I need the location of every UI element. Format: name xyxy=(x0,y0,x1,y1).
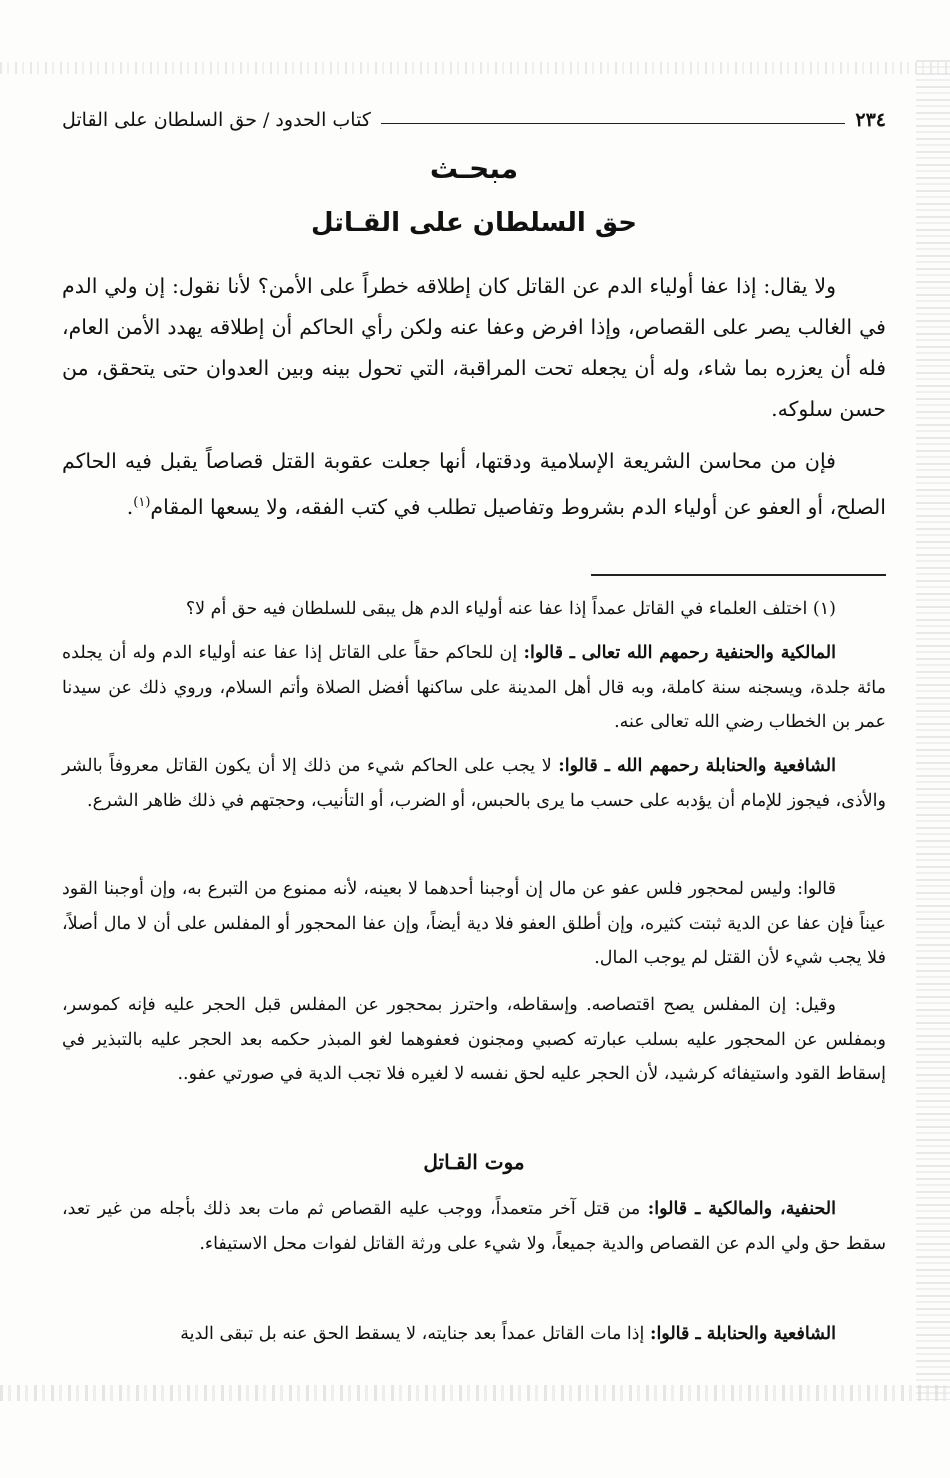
footnote-bankrupt xyxy=(62,872,886,976)
section-title: مبحـث xyxy=(429,152,519,185)
footnote-qila xyxy=(62,988,886,1092)
opinion-text: إن للحاكم حقاً على القاتل إذا عفا عنه أولياء الدم وله أن يجلده مائة جلدة، ويسجنه سنة كاملة، وبه قال أهل المدينة على ساكنها أفضل الصلاة وأتم السلام، وروي ذلك عن سيدنا عمر بن الخطاب رضي الله تعالى عنه. xyxy=(62,643,886,732)
scan-border-top xyxy=(0,62,950,74)
footnote-marker[interactable]: (١) xyxy=(133,495,151,510)
scan-border-right xyxy=(916,60,950,1400)
body-paragraph-1 xyxy=(62,266,886,430)
school-label: الشافعية والحنابلة ـ قالوا: xyxy=(649,1324,836,1344)
footnote-text xyxy=(62,1317,886,1352)
footnote-text xyxy=(62,636,886,740)
page-number: ٢٣٤ xyxy=(855,109,886,131)
paragraph-2-text: فإن من محاسن الشريعة الإسلامية ودقتها، أنها جعلت عقوبة القتل قصاصاً يقبل فيه الحاكم الصلح، أو العفو عن أولياء الدم بشروط وتفاصيل تطلب في كتب الفقه، ولا يسعها المقام xyxy=(62,449,886,519)
footnote-text xyxy=(62,749,886,818)
section-subtitle: حق السلطان على القـاتل xyxy=(310,208,638,238)
footnote-separator xyxy=(591,574,886,576)
footnote-shafii-hanbali-death xyxy=(62,1317,886,1352)
death-of-killer-heading: موت القـاتل xyxy=(423,1150,525,1174)
footnote-hanafi-maliki-death xyxy=(62,1192,886,1261)
header-rule xyxy=(381,123,846,124)
footnote-text xyxy=(62,1192,886,1261)
paragraph-text: فإن من محاسن الشريعة الإسلامية ودقتها، أنها جعلت عقوبة القتل قصاصاً يقبل فيه الحاكم الصلح، أو العفو عن أولياء الدم بشروط وتفاصيل تطلب في كتب الفقه، ولا يسعها المقام$^{(١)}$. xyxy=(62,449,886,519)
body-paragraph-2 xyxy=(62,441,886,528)
opinion-text: إذا مات القاتل عمداً بعد جنايته، لا يسقط الحق عنه بل تبقى الدية xyxy=(180,1324,650,1344)
school-label: المالكية والحنفية رحمهم الله تعالى ـ قالوا: xyxy=(523,643,836,663)
footnote-text: قالوا: وليس لمحجور فلس عفو عن مال إن أوجبنا أحدهما لا بعينه، لأنه ممنوع من التبرع به، وإن أوجبنا القود عيناً فإن عفا عن الدية ثبتت كثيره، وإن أطلق العفو فلا دية أيضاً، وإن عفا المحجور أو المفلس على أن لا مال أصلاً، فلا يجب شيء لأن القتل لم يوجب المال. xyxy=(62,879,886,968)
footnote-text: (١) اختلف العلماء في القاتل عمداً إذا عفا عنه أولياء الدم هل يبقى للسلطان فيه حق أم لا؟ xyxy=(185,599,836,619)
running-header xyxy=(62,103,886,137)
opinion-text: لا يجب على الحاكم شيء من ذلك إلا أن يكون القاتل معروفاً بالشر والأذى، فيجوز للإمام أن يؤدبه على حسب ما يرى بالحبس، أو الضرب، أو التأنيب، وحجتهم في ذلك ظاهر الشرع. xyxy=(62,756,886,811)
footnote-1 xyxy=(62,592,886,627)
running-title: كتاب الحدود / حق السلطان على القاتل xyxy=(62,109,371,131)
footnote-text: وقيل: إن المفلس يصح اقتصاصه. وإسقاطه، واحترز بمحجور عن المفلس قبل الحجر عليه فإنه كموسر، وبمفلس عن المحجور عليه بسلب عبارته كصبي ومجنون فعفوهما لغو المبذر حكمه بعد الحجر عليه بالتبذير في إسقاط القود واستيفائه كرشيد، لأن الحجر عليه لحق نفسه لا لغيره فلا تجب الدية في صورتي عفو.. xyxy=(62,995,886,1084)
footnote-maliki-hanafi xyxy=(62,636,886,740)
school-label: الحنفية، والمالكية ـ قالوا: xyxy=(647,1199,836,1219)
footnote-shafii-hanbali xyxy=(62,749,886,818)
paragraph-text: ولا يقال: إذا عفا أولياء الدم عن القاتل كان إطلاقه خطراً على الأمن؟ لأنا نقول: إن ولي الدم في الغالب يصر على القصاص، وإذا افرض وعفا عنه ولكن رأي الحاكم أن إطلاقه يهدد الأمن العام، فله أن يعزره بما شاء، وله أن يجعله تحت المراقبة، التي تحول بينه وبين العدوان حتى يتحقق، من حسن سلوكه. xyxy=(62,274,886,421)
opinion-text: من قتل آخر متعمداً، ووجب عليه القصاص ثم مات بعد ذلك بأجله من غير تعد، سقط حق ولي الدم عن القصاص والدية جميعاً، ولا شيء على ورثة القاتل لفوات محل الاستيفاء. xyxy=(62,1199,886,1254)
scan-border-bottom xyxy=(0,1385,950,1401)
school-label: الشافعية والحنابلة رحمهم الله ـ قالوا: xyxy=(558,756,836,776)
